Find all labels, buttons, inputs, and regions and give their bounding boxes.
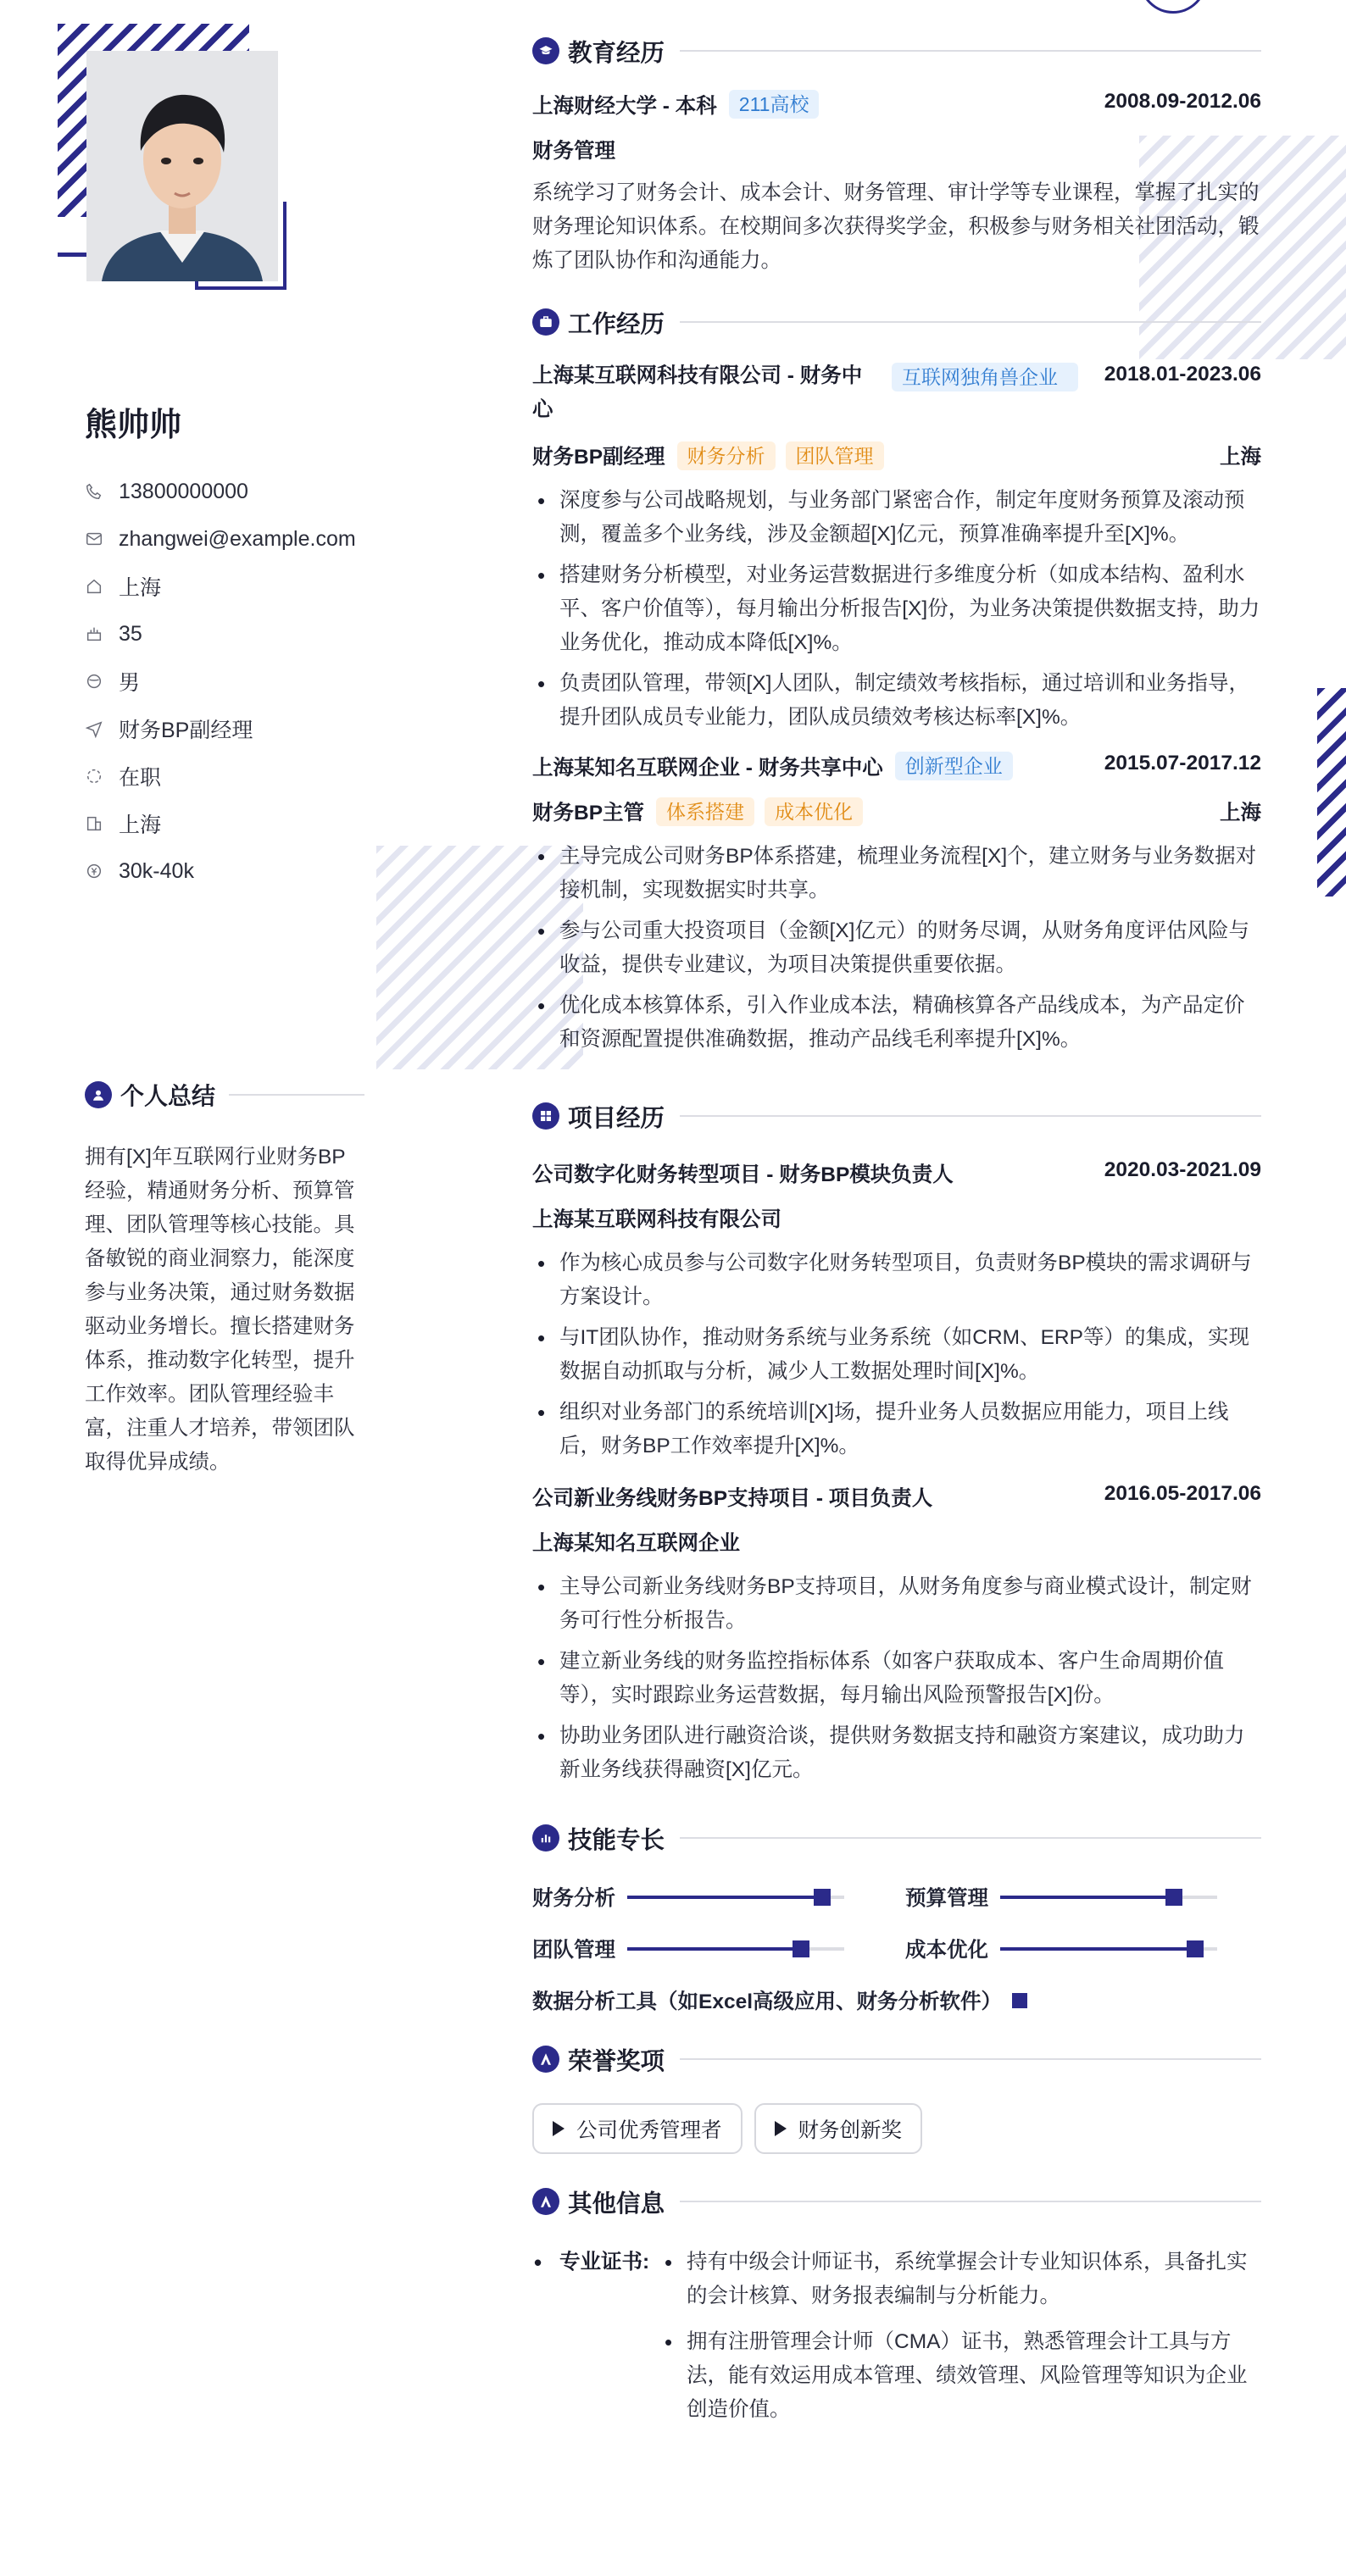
- list-item: • 拥有注册管理会计师（CMA）证书，熟悉管理会计工具与方法，能有效运用成本管理、绩效管理、风险管理等知识为企业创造价值。: [659, 2325, 1261, 2427]
- project-name: 公司数字化财务转型项目 - 财务BP模块负责人: [532, 1163, 954, 1186]
- info-age-text: 35: [119, 621, 142, 646]
- summary-heading: [85, 1078, 364, 1112]
- skill-knob: [793, 1940, 809, 1957]
- job-row: [532, 359, 1261, 427]
- briefcase-icon: [532, 308, 559, 336]
- education-date: 2008.09-2012.06: [1104, 90, 1261, 113]
- user-icon: [85, 1081, 112, 1108]
- play-icon: [553, 2121, 565, 2136]
- award-label: 公司优秀管理者: [576, 2118, 722, 2142]
- list-item: • 协助业务团队进行融资洽谈，提供财务数据支持和融资方案建议，成功助力新业务线获得融资[X]亿元。: [532, 1719, 1261, 1787]
- grid-icon: [532, 1102, 559, 1130]
- role-tag: 成本优化: [765, 797, 863, 826]
- info-home-text: 上海: [119, 576, 162, 600]
- cert-list: [659, 2246, 1261, 2434]
- project-bullets: [532, 1570, 1261, 1787]
- avatar: [86, 51, 278, 281]
- summary-text: 拥有[X]年互联网行业财务BP经验，精通财务分析、预算管理、团队管理等核心技能。具备敏锐的商业洞察力，能深度参与业务决策，通过财务数据驱动业务增长。擅长搭建财务体系，推动数字化转型，提升工作效率。团队管理经验丰富，注重人才培养，带领团队取得优异成绩。: [85, 1146, 355, 1474]
- project-name: 公司新业务线财务BP支持项目 - 项目负责人: [532, 1487, 933, 1510]
- info-email: [85, 515, 373, 563]
- divider: [229, 1094, 364, 1096]
- education-title: 教育经历: [568, 39, 665, 67]
- education-desc: 系统学习了财务会计、成本会计、财务管理、审计学等专业课程，掌握了扎实的财务理论知识体系。在校期间多次获得奖学金，积极参与财务相关社团活动，锻炼了团队协作和沟通能力。: [532, 181, 1260, 272]
- skill-bar: [1000, 1896, 1217, 1899]
- info-gender: [85, 658, 373, 705]
- skill-name: 成本优化: [905, 1939, 988, 1962]
- job-city: 上海: [1220, 802, 1261, 824]
- other-heading: [532, 2176, 1261, 2227]
- work-title: 工作经历: [568, 310, 665, 338]
- gender-icon: [85, 672, 103, 691]
- skill-name: 预算管理: [905, 1887, 988, 1910]
- projects-title: 项目经历: [568, 1104, 665, 1132]
- education-heading: [532, 25, 1261, 76]
- awards-list: [532, 2103, 1261, 2154]
- education-major: 财务管理: [532, 140, 615, 163]
- list-item: • 优化成本核算体系，引入作业成本法，精确核算各产品线成本，为产品定价和资源配置提供准确数据，推动产品线毛利率提升[X]%。: [532, 989, 1261, 1057]
- job-city: 上海: [1220, 446, 1261, 469]
- mail-icon: [85, 530, 103, 548]
- list-item: • 主导完成公司财务BP体系搭建，梳理业务流程[X]个，建立财务与业务数据对接机制，实现数据实时共享。: [532, 840, 1261, 908]
- award-icon: [532, 2046, 559, 2073]
- role-tag: 体系搭建: [656, 797, 754, 826]
- project-row: [532, 1482, 1261, 1512]
- project-date: 2016.05-2017.06: [1104, 1482, 1261, 1505]
- info-position: [85, 705, 373, 752]
- project-bullets: [532, 1246, 1261, 1463]
- status-icon: [85, 767, 103, 786]
- awards-title: 荣誉奖项: [568, 2047, 665, 2075]
- work-heading: [532, 297, 1261, 347]
- skill-name: 团队管理: [532, 1939, 615, 1962]
- job-bullets: [532, 484, 1261, 735]
- list-item: • 与IT团队协作，推动财务系统与业务系统（如CRM、ERP等）的集成，实现数据自动抓取与分析，减少人工数据处理时间[X]%。: [532, 1321, 1261, 1389]
- role-tag: 团队管理: [786, 441, 884, 470]
- project-org: 上海某互联网科技有限公司: [532, 1208, 781, 1231]
- list-item: • 建立新业务线的财务监控指标体系（如客户获取成本、客户生命周期价值等），实时跟踪业务运营数据，每月输出风险预警报告[X]份。: [532, 1645, 1261, 1713]
- skill-bar: [627, 1947, 844, 1951]
- skill-item: [532, 1934, 905, 1963]
- info-home: [85, 563, 373, 610]
- award-item: [532, 2103, 743, 2154]
- info-position-text: 财务BP副经理: [119, 719, 253, 742]
- skill-fill: [627, 1896, 822, 1899]
- school-name: 上海财经大学 - 本科: [532, 95, 717, 118]
- summary-title: 个人总结: [120, 1083, 216, 1109]
- info-status: [85, 752, 373, 800]
- skill-bar: [627, 1896, 844, 1899]
- divider: [680, 321, 1261, 323]
- skills-grid: [532, 1882, 1261, 1963]
- job-role-row: [532, 797, 1261, 826]
- list-item: • 主导公司新业务线财务BP支持项目，从财务角度参与商业模式设计，制定财务可行性分析报告。: [532, 1570, 1261, 1638]
- info-salary: [85, 847, 373, 895]
- send-icon: [85, 719, 103, 738]
- info-salary-text: 30k-40k: [119, 858, 194, 883]
- award-item: [754, 2103, 923, 2154]
- job-role: 财务BP副经理: [532, 446, 665, 469]
- info-phone-text: 13800000000: [119, 479, 248, 503]
- salary-icon: [85, 862, 103, 880]
- list-item: • 作为核心成员参与公司数字化财务转型项目，负责财务BP模块的需求调研与方案设计。: [532, 1246, 1261, 1314]
- bar-chart-icon: [532, 1824, 559, 1852]
- job-role-row: [532, 441, 1261, 470]
- graduation-cap-icon: [532, 37, 559, 64]
- education-row: [532, 90, 1261, 119]
- skill-item: [905, 1882, 1261, 1912]
- skill-knob: [1187, 1940, 1204, 1957]
- skill-fill: [1000, 1947, 1195, 1951]
- decor-stripes-right-edge: [1317, 688, 1346, 897]
- list-item: • 负责团队管理，带领[X]人团队，制定绩效考核指标，通过培训和业务指导，提升团队成员专业能力，团队成员绩效考核达标率[X]%。: [532, 667, 1261, 735]
- job-date: 2018.01-2023.06: [1104, 363, 1261, 386]
- job-company-tag: 创新型企业: [895, 752, 1013, 780]
- skill-knob: [814, 1889, 831, 1906]
- list-item: • 参与公司重大投资项目（金额[X]亿元）的财务尽调，从财务角度评估风险与收益，提供专业建议，为项目决策提供重要依据。: [532, 914, 1261, 982]
- job-date: 2015.07-2017.12: [1104, 752, 1261, 774]
- profile-name: 熊帅帅: [85, 408, 182, 443]
- job-company: 上海某知名互联网企业 - 财务共享中心: [532, 757, 883, 780]
- info-status-text: 在职: [119, 766, 162, 790]
- list-item: • 持有中级会计师证书，系统掌握会计专业知识体系，具备扎实的会计核算、财务报表编制与分析能力。: [659, 2246, 1261, 2313]
- avatar-block: [58, 24, 286, 295]
- job-company: 上海某互联网科技有限公司 - 财务中心: [532, 364, 863, 421]
- skill-name: 财务分析: [532, 1887, 615, 1910]
- list-item: • 组织对业务部门的系统培训[X]场，提升业务人员数据应用能力，项目上线后，财务BP工作效率提升[X]%。: [532, 1396, 1261, 1463]
- school-tag: 211高校: [729, 90, 820, 119]
- other-key: • 专业证书:: [532, 2246, 659, 2434]
- info-icon: [532, 2188, 559, 2215]
- play-icon: [775, 2121, 787, 2136]
- info-city-text: 上海: [119, 813, 162, 837]
- divider: [680, 2201, 1261, 2202]
- skills-title: 技能专长: [568, 1826, 665, 1854]
- home-icon: [85, 577, 103, 596]
- divider: [680, 1837, 1261, 1839]
- skill-extra: [532, 1985, 1261, 2015]
- divider: [680, 2058, 1261, 2060]
- other-certs: [532, 2246, 1261, 2434]
- divider: [680, 1115, 1261, 1117]
- info-age: [85, 610, 373, 658]
- skill-item: [532, 1882, 905, 1912]
- awards-heading: [532, 2034, 1261, 2085]
- list-item: • 深度参与公司战略规划，与业务部门紧密合作，制定年度财务预算及滚动预测，覆盖多个业务线，涉及金额超[X]亿元，预算准确率提升至[X]%。: [532, 484, 1261, 552]
- job-bullets: [532, 840, 1261, 1057]
- project-date: 2020.03-2021.09: [1104, 1158, 1261, 1181]
- job-row: [532, 752, 1261, 781]
- job-company-tag: 互联网独角兽企业: [892, 363, 1078, 391]
- cake-icon: [85, 625, 103, 643]
- skill-fill: [1000, 1896, 1174, 1899]
- skills-heading: [532, 1813, 1261, 1863]
- decor-ring: [1139, 0, 1207, 14]
- other-title: 其他信息: [568, 2190, 665, 2218]
- main-column: [532, 39, 1261, 2434]
- projects-heading: [532, 1091, 1261, 1141]
- award-label: 财务创新奖: [798, 2118, 902, 2142]
- divider: [680, 50, 1261, 52]
- phone-icon: [85, 482, 103, 501]
- info-email-text: zhangwei@example.com: [119, 526, 356, 551]
- info-phone: [85, 468, 373, 515]
- project-row: [532, 1158, 1261, 1188]
- info-gender-text: 男: [119, 671, 141, 695]
- project-org: 上海某知名互联网企业: [532, 1532, 740, 1555]
- role-tag: 财务分析: [677, 441, 776, 470]
- skill-extra-marker: [1012, 1993, 1027, 2008]
- building-icon: [85, 814, 103, 833]
- skill-bar: [1000, 1947, 1217, 1951]
- info-city: [85, 800, 373, 847]
- skill-item: [905, 1934, 1261, 1963]
- skill-extra-text: 数据分析工具（如Excel高级应用、财务分析软件）: [532, 1990, 1003, 2013]
- job-role: 财务BP主管: [532, 802, 645, 824]
- skill-knob: [1165, 1889, 1182, 1906]
- contact-info-list: [85, 468, 373, 895]
- list-item: • 搭建财务分析模型，对业务运营数据进行多维度分析（如成本结构、盈利水平、客户价值等），每月输出分析报告[X]份，为业务决策提供数据支持，助力业务优化，推动成本降低[X]%。: [532, 558, 1261, 660]
- skill-fill: [627, 1947, 801, 1951]
